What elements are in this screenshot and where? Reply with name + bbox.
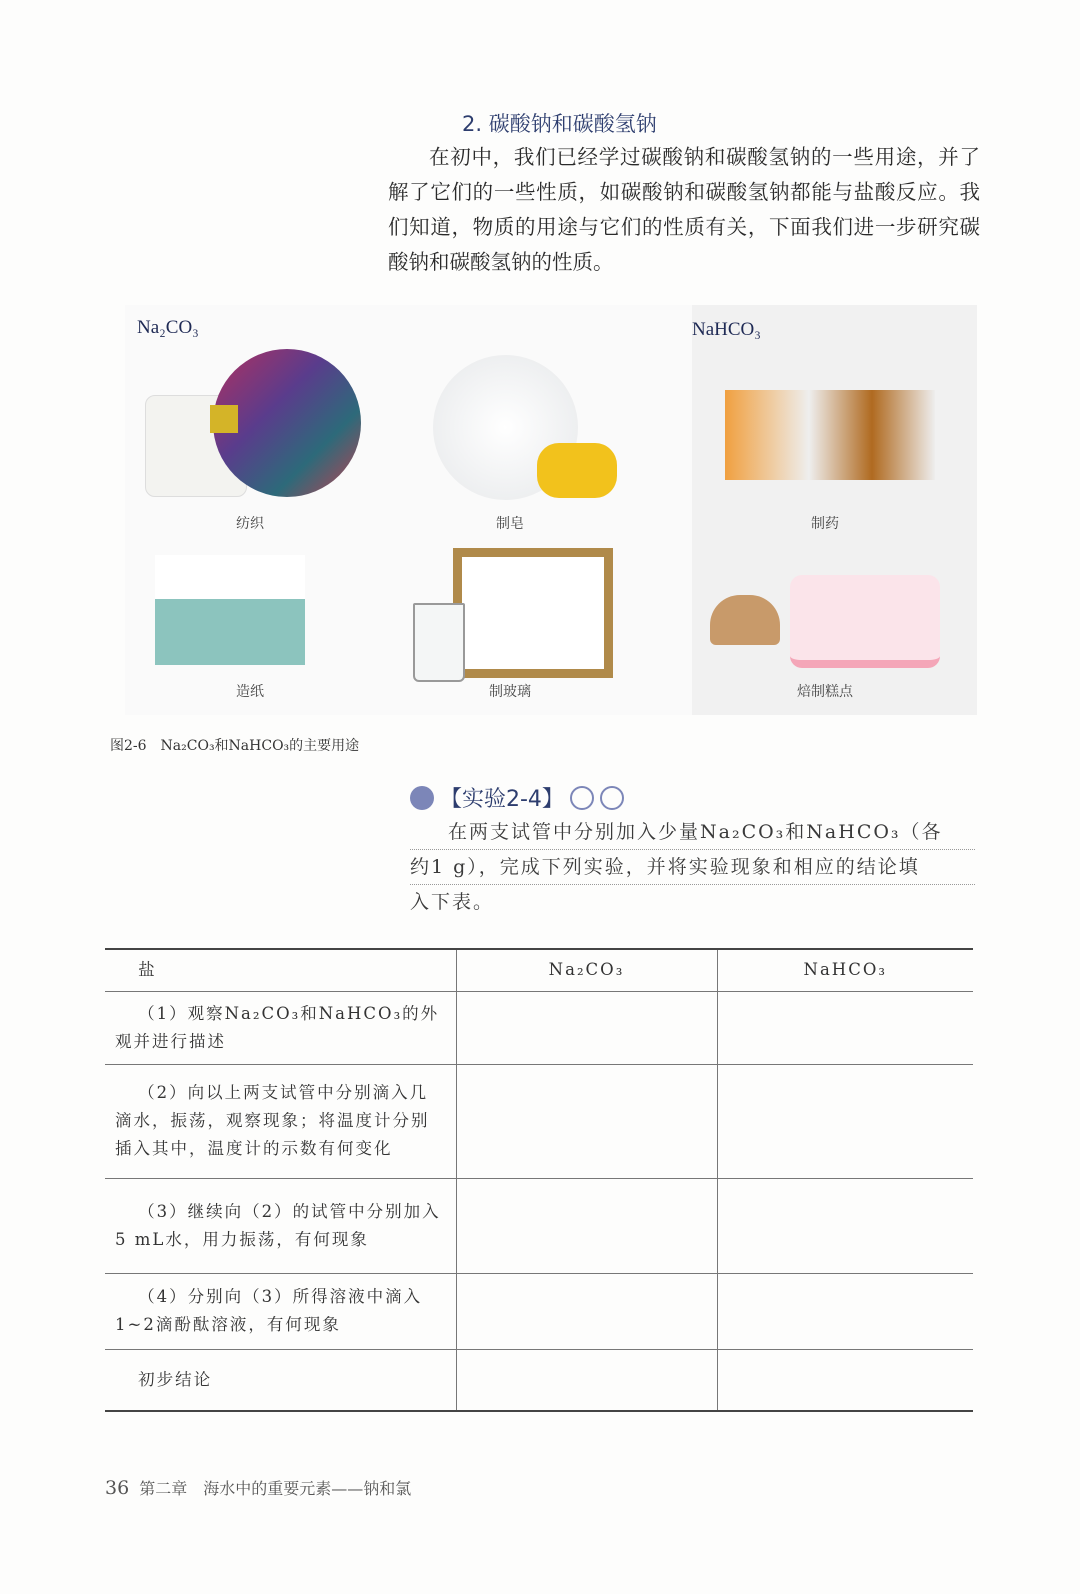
caption-paper: 造纸 [236, 684, 264, 700]
answer-cell[interactable] [717, 1178, 973, 1273]
intro-paragraph: 在初中，我们已经学过碳酸钠和碳酸氢钠的一些用途，并了解了它们的一些性质，如碳酸钠和碳酸氢钠都能与盐酸反应。我们知道，物质的用途与它们的性质有关，下面我们进一步研究碳酸钠和碳酸氢钠的性质。 [388, 145, 980, 274]
caption-textile: 纺织 [236, 516, 264, 532]
caption-medicine: 制药 [811, 516, 839, 532]
tissue-box-image [155, 555, 305, 665]
cake-image [790, 575, 940, 668]
table-row: （3）继续向（2）的试管中分别加入5 mL水，用力振荡，有何现象 [105, 1178, 973, 1273]
flask-icon [410, 786, 434, 810]
nahco3-label: NaHCO₃ [692, 319, 761, 340]
table-row: （1）观察Na₂CO₃和NaHCO₃的外观并进行描述 [105, 991, 973, 1064]
caption-baking: 焙制糕点 [797, 684, 853, 700]
glass-frame-image [453, 548, 613, 678]
uses-figure [125, 305, 977, 715]
answer-cell[interactable] [456, 1178, 717, 1273]
safety-goggles-icon [570, 786, 594, 810]
na2co3-label: Na₂CO₃ [137, 317, 199, 338]
figure-caption: 图2-6 Na₂CO₃和NaHCO₃的主要用途 [110, 738, 360, 754]
medicine-image [725, 390, 935, 480]
page-footer [105, 1476, 411, 1499]
answer-cell[interactable] [717, 1064, 973, 1178]
cupcake-image [710, 595, 780, 645]
table-row: （2）向以上两支试管中分别滴入几滴水，振荡，观察现象；将温度计分别插入其中，温度计的示数有何变化 [105, 1064, 973, 1178]
hand-wash-icon [600, 786, 624, 810]
experiment-title: 【实验2-4】 [440, 787, 564, 812]
section-heading: 2. 碳酸钠和碳酸氢钠 [462, 112, 657, 136]
header-salt: 盐 [105, 949, 456, 991]
page-number: 36 [105, 1477, 130, 1499]
answer-cell[interactable] [456, 1064, 717, 1178]
table-row: 初步结论 [105, 1349, 973, 1411]
header-nahco3: NaHCO₃ [717, 949, 973, 991]
table-row: （4）分别向（3）所得溶液中滴入1~2滴酚酞溶液，有何现象 [105, 1273, 973, 1349]
answer-cell[interactable] [717, 1273, 973, 1349]
caption-soap: 制皂 [496, 516, 524, 532]
chapter-title: 第二章 海水中的重要元素——钠和氯 [139, 1479, 412, 1498]
answer-cell[interactable] [717, 1349, 973, 1411]
soap-bar-image [537, 443, 617, 498]
experiment-heading [410, 782, 624, 813]
table-header-row [105, 949, 973, 991]
answer-cell[interactable] [456, 1273, 717, 1349]
glass-cup-image [413, 603, 465, 682]
answer-cell[interactable] [456, 1349, 717, 1411]
answer-cell[interactable] [717, 991, 973, 1064]
answer-cell[interactable] [456, 991, 717, 1064]
caption-glass: 制玻璃 [489, 684, 531, 700]
experiment-table [105, 948, 973, 1412]
header-na2co3: Na₂CO₃ [456, 949, 717, 991]
cushion-image [210, 405, 238, 433]
experiment-instructions: 在两支试管中分别加入少量Na₂CO₃和NaHCO₃（各 约1 g），完成下列实验，并将实验现象和相应的结论填 入下表。 [410, 815, 975, 919]
